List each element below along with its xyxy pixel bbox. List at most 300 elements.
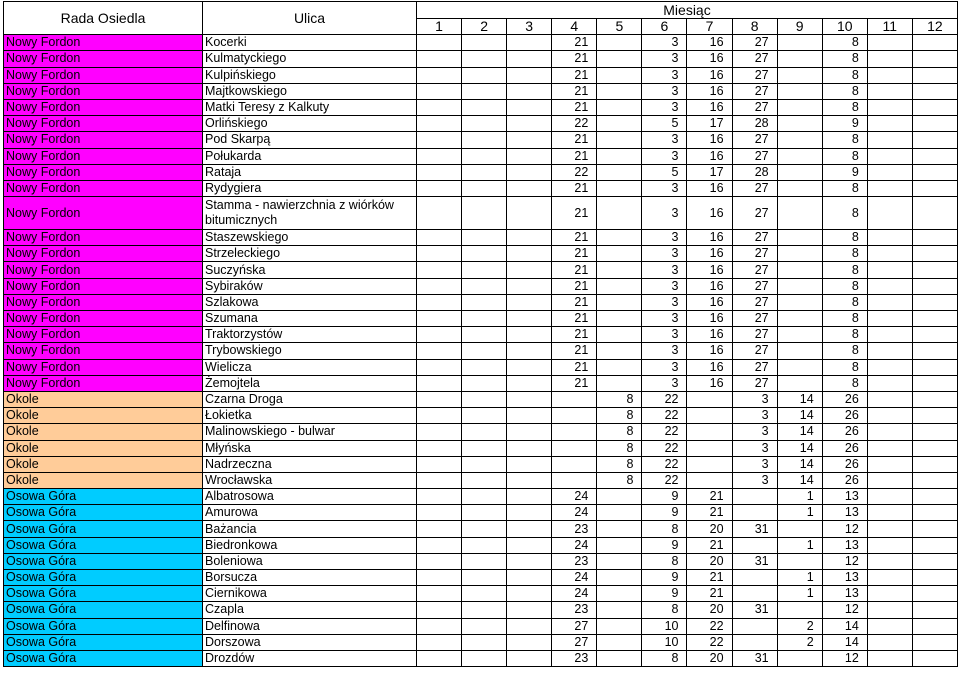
month-cell: 21 xyxy=(552,262,597,278)
month-cell xyxy=(462,180,507,196)
month-cell xyxy=(507,424,552,440)
month-cell xyxy=(912,359,957,375)
header-row-top xyxy=(4,2,958,19)
month-cell: 14 xyxy=(822,618,867,634)
month-cell: 14 xyxy=(777,472,822,488)
month-cell: 8 xyxy=(822,327,867,343)
month-cell xyxy=(597,116,642,132)
ulica-cell: Kocerki xyxy=(203,35,417,51)
month-cell: 20 xyxy=(687,602,732,618)
month-cell xyxy=(867,51,912,67)
month-cell xyxy=(507,148,552,164)
month-cell: 3 xyxy=(642,343,687,359)
month-cell xyxy=(417,472,462,488)
month-cell xyxy=(552,408,597,424)
month-cell: 8 xyxy=(822,278,867,294)
ulica-cell: Sybiraków xyxy=(203,278,417,294)
rada-cell: Nowy Fordon xyxy=(4,262,203,278)
month-cell xyxy=(552,424,597,440)
month-cell xyxy=(777,327,822,343)
rada-cell: Okole xyxy=(4,408,203,424)
header-month: 9 xyxy=(777,19,822,35)
table-body xyxy=(4,35,958,667)
month-cell: 27 xyxy=(552,618,597,634)
month-cell xyxy=(462,197,507,230)
month-cell: 12 xyxy=(822,521,867,537)
month-cell xyxy=(687,456,732,472)
header-month: 8 xyxy=(732,19,777,35)
rada-cell: Nowy Fordon xyxy=(4,343,203,359)
month-cell xyxy=(867,278,912,294)
month-cell xyxy=(462,278,507,294)
ulica-cell: Szumana xyxy=(203,311,417,327)
table-row xyxy=(4,586,958,602)
table-row xyxy=(4,391,958,407)
month-cell: 8 xyxy=(822,246,867,262)
ulica-cell: Amurowa xyxy=(203,505,417,521)
month-cell: 27 xyxy=(732,375,777,391)
month-cell xyxy=(507,537,552,553)
month-cell xyxy=(552,391,597,407)
ulica-cell: Wrocławska xyxy=(203,472,417,488)
month-cell: 21 xyxy=(687,489,732,505)
header-month: 2 xyxy=(462,19,507,35)
month-cell: 14 xyxy=(822,634,867,650)
month-cell: 14 xyxy=(777,408,822,424)
table-row xyxy=(4,489,958,505)
rada-cell: Nowy Fordon xyxy=(4,197,203,230)
month-cell xyxy=(507,521,552,537)
month-cell xyxy=(597,327,642,343)
month-cell: 21 xyxy=(687,505,732,521)
month-cell xyxy=(507,505,552,521)
month-cell: 21 xyxy=(552,375,597,391)
month-cell xyxy=(867,262,912,278)
month-cell xyxy=(597,375,642,391)
month-cell xyxy=(597,553,642,569)
month-cell xyxy=(912,553,957,569)
table-row xyxy=(4,311,958,327)
month-cell xyxy=(462,132,507,148)
month-cell xyxy=(777,83,822,99)
month-cell: 3 xyxy=(642,230,687,246)
ulica-cell: Wielicza xyxy=(203,359,417,375)
month-cell xyxy=(777,602,822,618)
month-cell xyxy=(462,505,507,521)
month-cell xyxy=(462,116,507,132)
month-cell: 8 xyxy=(642,553,687,569)
ulica-cell: Malinowskiego - bulwar xyxy=(203,424,417,440)
month-cell xyxy=(417,51,462,67)
month-cell: 16 xyxy=(687,278,732,294)
month-cell: 2 xyxy=(777,634,822,650)
month-cell xyxy=(417,67,462,83)
month-cell: 16 xyxy=(687,132,732,148)
month-cell: 13 xyxy=(822,489,867,505)
month-cell: 3 xyxy=(642,197,687,230)
month-cell xyxy=(597,262,642,278)
month-cell xyxy=(462,35,507,51)
month-cell: 8 xyxy=(597,472,642,488)
month-cell xyxy=(732,634,777,650)
month-cell xyxy=(462,521,507,537)
month-cell: 28 xyxy=(732,164,777,180)
month-cell xyxy=(912,634,957,650)
month-cell xyxy=(417,505,462,521)
month-cell: 16 xyxy=(687,35,732,51)
month-cell xyxy=(867,116,912,132)
month-cell: 8 xyxy=(597,424,642,440)
month-cell xyxy=(867,99,912,115)
header-month: 5 xyxy=(597,19,642,35)
month-cell: 8 xyxy=(822,35,867,51)
table-row xyxy=(4,602,958,618)
month-cell xyxy=(462,586,507,602)
month-cell: 2 xyxy=(777,618,822,634)
month-cell xyxy=(417,230,462,246)
month-cell: 17 xyxy=(687,116,732,132)
month-cell: 27 xyxy=(732,311,777,327)
month-cell: 3 xyxy=(732,472,777,488)
month-cell xyxy=(552,456,597,472)
month-cell xyxy=(597,83,642,99)
month-cell xyxy=(777,148,822,164)
month-cell xyxy=(597,570,642,586)
table-row xyxy=(4,650,958,666)
month-cell: 9 xyxy=(642,537,687,553)
month-cell: 8 xyxy=(822,148,867,164)
month-cell xyxy=(597,148,642,164)
ulica-cell: Matki Teresy z Kalkuty xyxy=(203,99,417,115)
month-cell: 21 xyxy=(687,586,732,602)
month-cell: 31 xyxy=(732,650,777,666)
month-cell xyxy=(597,230,642,246)
month-cell: 22 xyxy=(687,634,732,650)
month-cell xyxy=(597,294,642,310)
month-cell xyxy=(507,67,552,83)
month-cell: 22 xyxy=(552,116,597,132)
month-cell: 8 xyxy=(822,99,867,115)
month-cell: 22 xyxy=(642,456,687,472)
month-cell xyxy=(867,489,912,505)
month-cell xyxy=(507,489,552,505)
table-row xyxy=(4,83,958,99)
month-cell: 5 xyxy=(642,164,687,180)
month-cell xyxy=(867,148,912,164)
ulica-cell: Suczyńska xyxy=(203,262,417,278)
month-cell xyxy=(912,180,957,196)
month-cell xyxy=(417,408,462,424)
month-cell xyxy=(462,440,507,456)
month-cell xyxy=(777,278,822,294)
table-row xyxy=(4,634,958,650)
table-row xyxy=(4,375,958,391)
month-cell xyxy=(912,246,957,262)
month-cell xyxy=(912,197,957,230)
month-cell xyxy=(777,375,822,391)
month-cell xyxy=(867,294,912,310)
month-cell: 26 xyxy=(822,440,867,456)
month-cell xyxy=(507,327,552,343)
month-cell xyxy=(867,327,912,343)
table-row xyxy=(4,537,958,553)
month-cell xyxy=(507,602,552,618)
month-cell xyxy=(507,116,552,132)
month-cell: 14 xyxy=(777,391,822,407)
month-cell xyxy=(912,375,957,391)
month-cell xyxy=(732,586,777,602)
month-cell xyxy=(417,537,462,553)
month-cell: 16 xyxy=(687,311,732,327)
table-row xyxy=(4,359,958,375)
month-cell xyxy=(687,440,732,456)
month-cell xyxy=(597,634,642,650)
month-cell xyxy=(732,618,777,634)
month-cell: 16 xyxy=(687,148,732,164)
month-cell: 16 xyxy=(687,180,732,196)
rada-cell: Osowa Góra xyxy=(4,618,203,634)
month-cell: 3 xyxy=(732,440,777,456)
month-cell: 22 xyxy=(552,164,597,180)
month-cell xyxy=(507,456,552,472)
month-cell xyxy=(507,311,552,327)
month-cell xyxy=(507,650,552,666)
ulica-cell: Łokietka xyxy=(203,408,417,424)
month-cell: 3 xyxy=(642,262,687,278)
month-cell xyxy=(462,246,507,262)
month-cell: 21 xyxy=(552,132,597,148)
month-cell: 3 xyxy=(642,132,687,148)
month-cell xyxy=(462,67,507,83)
month-cell xyxy=(597,164,642,180)
month-cell: 26 xyxy=(822,456,867,472)
ulica-cell: Drozdów xyxy=(203,650,417,666)
month-cell: 3 xyxy=(642,246,687,262)
month-cell: 10 xyxy=(642,634,687,650)
table-row xyxy=(4,230,958,246)
header-ulica: Ulica xyxy=(203,2,417,35)
month-cell: 21 xyxy=(552,246,597,262)
month-cell xyxy=(417,570,462,586)
month-cell xyxy=(507,586,552,602)
month-cell xyxy=(732,505,777,521)
month-cell xyxy=(507,164,552,180)
rada-cell: Osowa Góra xyxy=(4,570,203,586)
month-cell: 10 xyxy=(642,618,687,634)
month-cell xyxy=(867,521,912,537)
month-cell xyxy=(462,634,507,650)
table-row xyxy=(4,116,958,132)
month-cell xyxy=(777,51,822,67)
month-cell xyxy=(732,489,777,505)
month-cell: 3 xyxy=(642,67,687,83)
month-cell: 12 xyxy=(822,602,867,618)
month-cell: 26 xyxy=(822,472,867,488)
month-cell xyxy=(912,505,957,521)
month-cell xyxy=(462,424,507,440)
rada-cell: Nowy Fordon xyxy=(4,116,203,132)
month-cell xyxy=(867,440,912,456)
month-cell xyxy=(912,408,957,424)
ulica-cell: Trybowskiego xyxy=(203,343,417,359)
month-cell: 3 xyxy=(642,99,687,115)
month-cell xyxy=(597,489,642,505)
month-cell: 26 xyxy=(822,408,867,424)
month-cell xyxy=(867,164,912,180)
month-cell: 8 xyxy=(822,67,867,83)
month-cell xyxy=(912,148,957,164)
table-row xyxy=(4,440,958,456)
month-cell xyxy=(462,262,507,278)
month-cell: 27 xyxy=(732,180,777,196)
month-cell: 27 xyxy=(732,327,777,343)
rada-cell: Nowy Fordon xyxy=(4,51,203,67)
month-cell xyxy=(597,359,642,375)
month-cell: 22 xyxy=(642,472,687,488)
month-cell: 8 xyxy=(822,262,867,278)
month-cell: 27 xyxy=(732,278,777,294)
month-cell: 13 xyxy=(822,586,867,602)
month-cell xyxy=(507,83,552,99)
month-cell xyxy=(597,537,642,553)
month-cell: 27 xyxy=(732,197,777,230)
month-cell xyxy=(417,327,462,343)
month-cell xyxy=(417,278,462,294)
rada-cell: Osowa Góra xyxy=(4,553,203,569)
header-month: 6 xyxy=(642,19,687,35)
month-cell: 27 xyxy=(732,51,777,67)
table-row xyxy=(4,343,958,359)
month-cell xyxy=(777,132,822,148)
rada-cell: Nowy Fordon xyxy=(4,359,203,375)
month-cell: 16 xyxy=(687,230,732,246)
month-cell xyxy=(417,618,462,634)
month-cell xyxy=(777,359,822,375)
month-cell: 22 xyxy=(687,618,732,634)
month-cell xyxy=(867,35,912,51)
ulica-cell: Kulpińskiego xyxy=(203,67,417,83)
month-cell xyxy=(867,343,912,359)
month-cell xyxy=(507,634,552,650)
month-cell xyxy=(912,424,957,440)
month-cell xyxy=(507,375,552,391)
month-cell: 8 xyxy=(597,456,642,472)
ulica-cell: Delfinowa xyxy=(203,618,417,634)
table-row xyxy=(4,246,958,262)
month-cell: 21 xyxy=(552,148,597,164)
month-cell xyxy=(417,294,462,310)
month-cell xyxy=(867,570,912,586)
month-cell xyxy=(507,408,552,424)
table-row xyxy=(4,35,958,51)
month-cell: 16 xyxy=(687,375,732,391)
month-cell: 1 xyxy=(777,489,822,505)
month-cell: 16 xyxy=(687,83,732,99)
rada-cell: Osowa Góra xyxy=(4,489,203,505)
month-cell xyxy=(912,586,957,602)
month-cell: 23 xyxy=(552,650,597,666)
month-cell: 16 xyxy=(687,246,732,262)
month-cell xyxy=(597,35,642,51)
month-cell xyxy=(867,505,912,521)
month-cell: 16 xyxy=(687,197,732,230)
month-cell xyxy=(732,537,777,553)
month-cell xyxy=(417,180,462,196)
table-row xyxy=(4,262,958,278)
month-cell xyxy=(867,618,912,634)
month-cell xyxy=(687,408,732,424)
month-cell xyxy=(462,294,507,310)
month-cell xyxy=(417,602,462,618)
month-cell xyxy=(507,472,552,488)
month-cell xyxy=(507,51,552,67)
month-cell: 12 xyxy=(822,650,867,666)
month-cell: 9 xyxy=(642,586,687,602)
month-cell xyxy=(552,440,597,456)
month-cell: 21 xyxy=(552,35,597,51)
rada-cell: Nowy Fordon xyxy=(4,180,203,196)
month-cell xyxy=(912,456,957,472)
month-cell: 21 xyxy=(552,99,597,115)
header-month: 10 xyxy=(822,19,867,35)
month-cell xyxy=(507,246,552,262)
month-cell xyxy=(417,375,462,391)
month-cell: 21 xyxy=(552,197,597,230)
month-cell xyxy=(417,650,462,666)
month-cell: 31 xyxy=(732,521,777,537)
month-cell: 8 xyxy=(642,650,687,666)
month-cell xyxy=(417,553,462,569)
month-cell: 14 xyxy=(777,456,822,472)
month-cell xyxy=(507,391,552,407)
rada-cell: Nowy Fordon xyxy=(4,294,203,310)
month-cell: 27 xyxy=(732,35,777,51)
ulica-cell: Orlińskiego xyxy=(203,116,417,132)
header-rada: Rada Osiedla xyxy=(4,2,203,35)
month-cell xyxy=(462,618,507,634)
rada-cell: Nowy Fordon xyxy=(4,164,203,180)
month-cell xyxy=(777,294,822,310)
month-cell xyxy=(912,311,957,327)
month-cell xyxy=(417,424,462,440)
rada-cell: Nowy Fordon xyxy=(4,35,203,51)
month-cell xyxy=(912,537,957,553)
month-cell xyxy=(597,51,642,67)
rada-cell: Okole xyxy=(4,424,203,440)
month-cell xyxy=(867,472,912,488)
ulica-cell: Boleniowa xyxy=(203,553,417,569)
ulica-cell: Strzeleckiego xyxy=(203,246,417,262)
rada-cell: Nowy Fordon xyxy=(4,99,203,115)
month-cell xyxy=(912,602,957,618)
month-cell: 21 xyxy=(552,180,597,196)
ulica-cell: Bażancia xyxy=(203,521,417,537)
ulica-cell: Młyńska xyxy=(203,440,417,456)
month-cell: 23 xyxy=(552,553,597,569)
month-cell xyxy=(867,311,912,327)
header-month: 11 xyxy=(867,19,912,35)
rada-cell: Nowy Fordon xyxy=(4,278,203,294)
month-cell: 21 xyxy=(552,294,597,310)
month-cell xyxy=(867,359,912,375)
table-row xyxy=(4,164,958,180)
month-cell xyxy=(912,618,957,634)
table-row xyxy=(4,99,958,115)
month-cell xyxy=(867,375,912,391)
month-cell: 13 xyxy=(822,570,867,586)
month-cell xyxy=(777,180,822,196)
month-cell xyxy=(507,180,552,196)
